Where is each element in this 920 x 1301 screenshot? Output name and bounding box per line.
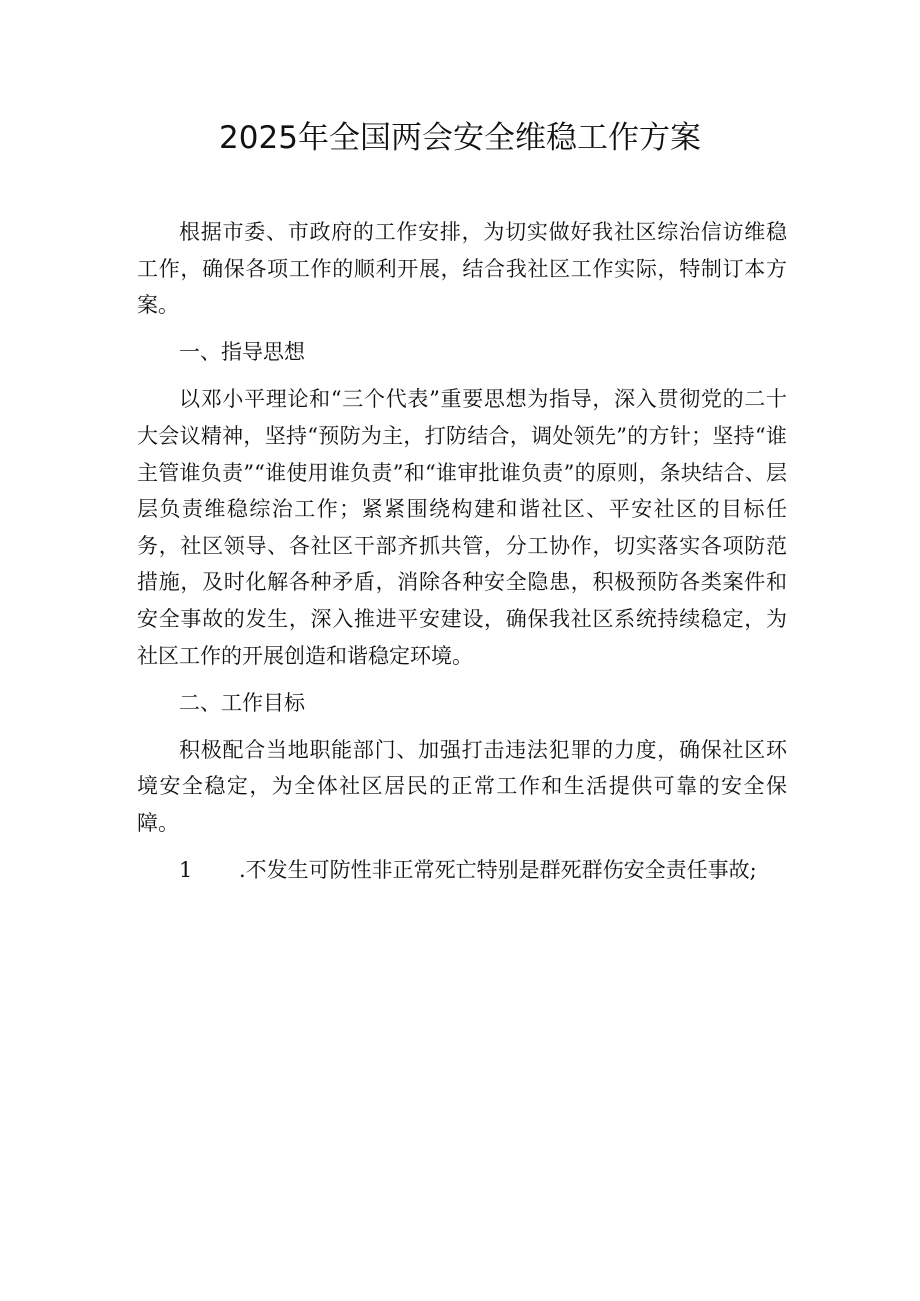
section-body-guiding-ideology: 以邓小平理论和“三个代表”重要思想为指导，深入贯彻党的二十大会议精神，坚持“预防为主，打防结合，调处领先”的方针；坚持“谁主管谁负责”“谁使用谁负责”和“谁审批谁负责”的原则，条块结合、层层负责维稳综治工作；紧紧围绕构建和谐社区、平安社区的目标任务，社区领导、各社区干部齐抓共管，分工协作，切实落实各项防范措施，及时化解各种矛盾，消除各种安全隐患，积极预防各类案件和安全事故的发生，深入推进平安建设，确保我社区系统持续稳定，为社区工作的开展创造和谐稳定环境。 [137,387,787,668]
list-item [137,852,787,889]
intro-paragraph: 根据市委、市政府的工作安排，为切实做好我社区综治信访维稳工作，确保各项工作的顺利开展，结合我社区工作实际，特制订本方案。 [137,220,787,318]
section-heading-guiding-ideology: 一、指导思想 [179,340,305,365]
list-item-text: .不发生可防性非正常死亡特别是群死群伤安全责任事故; [239,858,757,882]
document-body [137,214,787,889]
document-title: 2025年全国两会安全维稳工作方案 [219,120,701,156]
section-heading-work-goals: 二、工作目标 [179,690,305,715]
section-body-work-goals: 积极配合当地职能部门、加强打击违法犯罪的力度，确保社区环境安全稳定，为全体社区居民的正常工作和生活提供可靠的安全保障。 [137,737,787,835]
list-item-number: 1 [179,858,193,882]
